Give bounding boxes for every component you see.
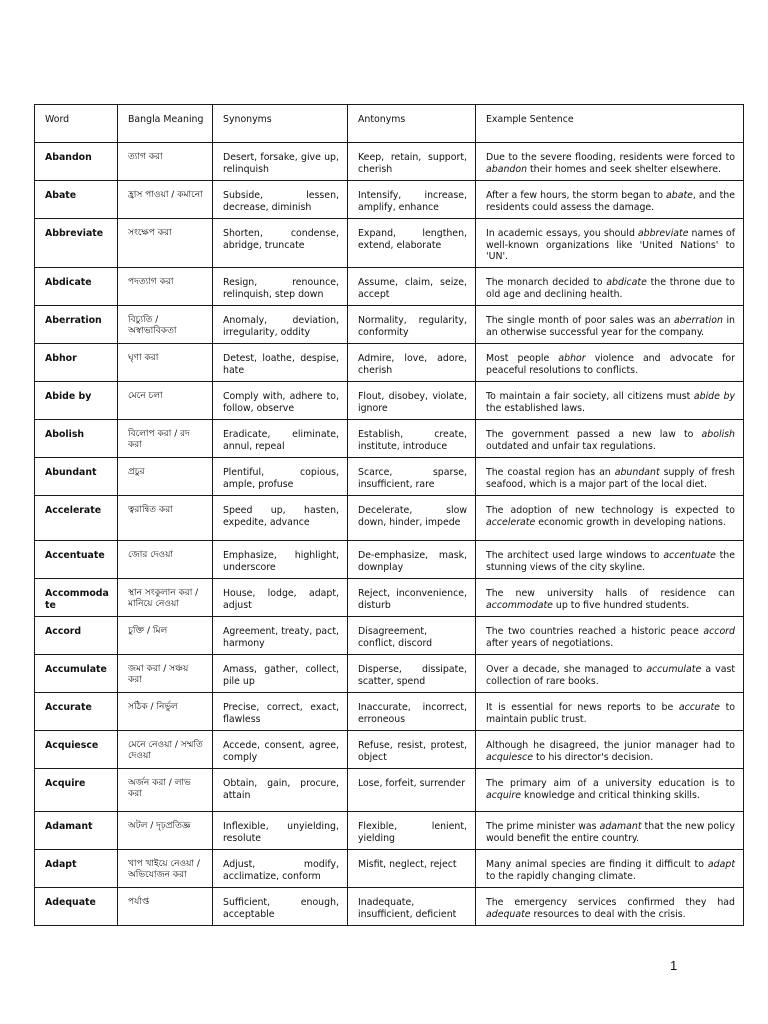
- example-sentence-cell: [476, 495, 744, 540]
- example-text: The coastal region has an: [486, 466, 615, 478]
- table-row: [35, 730, 744, 768]
- example-keyword: accumulate: [646, 663, 702, 675]
- example-text: knowledge and critical thinking skills.: [521, 789, 700, 801]
- synonyms-cell: Desert, forsake, give up, relinquish: [213, 143, 348, 181]
- example-text: the established laws.: [486, 402, 586, 414]
- bangla-meaning-cell: চুক্তি / মিল: [118, 616, 213, 654]
- antonyms-cell: Admire, love, adore, cherish: [348, 343, 476, 381]
- example-sentence-cell: [476, 219, 744, 268]
- antonyms-cell: Flexible, lenient, yielding: [348, 811, 476, 849]
- bangla-meaning-cell: মেনে নেওয়া / সম্মতি দেওয়া: [118, 730, 213, 768]
- synonyms-cell: Sufficient, enough, acceptable: [213, 887, 348, 925]
- table-body: [35, 143, 744, 926]
- bangla-meaning-cell: বিচ্যুতি / অস্বাভাবিকতা: [118, 305, 213, 343]
- bangla-meaning-cell: অর্জন করা / লাভ করা: [118, 768, 213, 811]
- header-antonyms: Antonyms: [348, 105, 476, 143]
- example-sentence-cell: [476, 616, 744, 654]
- example-text: a vast collection of rare books.: [486, 663, 735, 687]
- example-text: supply of fresh seafood, which is a major part of the local diet.: [486, 466, 735, 490]
- synonyms-cell: Subside, lessen, decrease, diminish: [213, 181, 348, 219]
- example-text: The new university halls of residence can: [486, 587, 735, 599]
- word-cell: Abate: [35, 181, 118, 219]
- bangla-meaning-cell: জমা করা / সঞ্চয় করা: [118, 654, 213, 692]
- example-text: The primary aim of a university education is to: [486, 777, 735, 789]
- antonyms-cell: Establish, create, institute, introduce: [348, 419, 476, 457]
- word-cell: Accurate: [35, 692, 118, 730]
- example-sentence-cell: [476, 730, 744, 768]
- example-keyword: acquire: [486, 789, 522, 801]
- example-keyword: adamant: [599, 820, 642, 832]
- bangla-meaning-cell: ত্বরান্বিত করা: [118, 495, 213, 540]
- word-cell: Accentuate: [35, 540, 118, 578]
- example-sentence-cell: [476, 457, 744, 495]
- bangla-meaning-cell: ত্যাগ করা: [118, 143, 213, 181]
- example-keyword: accurate: [678, 701, 720, 713]
- antonyms-cell: Intensify, increase, amplify, enhance: [348, 181, 476, 219]
- table-row: [35, 219, 744, 268]
- example-sentence-cell: [476, 267, 744, 305]
- example-text: The two countries reached a historic peace: [486, 625, 704, 637]
- example-text: after years of negotiations.: [486, 637, 614, 649]
- antonyms-cell: Assume, claim, seize, accept: [348, 267, 476, 305]
- table-row: [35, 887, 744, 925]
- synonyms-cell: Emphasize, highlight, underscore: [213, 540, 348, 578]
- table-row: [35, 381, 744, 419]
- table-row: [35, 849, 744, 887]
- example-keyword: abolish: [701, 428, 735, 440]
- example-sentence-cell: [476, 305, 744, 343]
- example-keyword: abandon: [486, 163, 528, 175]
- table-row: [35, 305, 744, 343]
- bangla-meaning-cell: সঠিক / নির্ভুল: [118, 692, 213, 730]
- antonyms-cell: Flout, disobey, violate, ignore: [348, 381, 476, 419]
- word-cell: Abide by: [35, 381, 118, 419]
- antonyms-cell: Expand, lengthen, extend, elaborate: [348, 219, 476, 268]
- table-row: [35, 267, 744, 305]
- word-cell: Acquire: [35, 768, 118, 811]
- word-cell: Accelerate: [35, 495, 118, 540]
- example-text: The architect used large windows to: [486, 549, 664, 561]
- example-text: After a few hours, the storm began to: [486, 190, 666, 201]
- example-text: violence and advocate for peaceful resolutions to conflicts.: [486, 352, 735, 376]
- word-cell: Accord: [35, 616, 118, 654]
- synonyms-cell: Anomaly, deviation, irregularity, oddity: [213, 305, 348, 343]
- example-text: The adoption of new technology is expected to: [486, 504, 735, 516]
- example-sentence-cell: [476, 143, 744, 181]
- table-row: [35, 343, 744, 381]
- example-keyword: accord: [703, 625, 735, 637]
- antonyms-cell: De-emphasize, mask, downplay: [348, 540, 476, 578]
- word-cell: Abundant: [35, 457, 118, 495]
- example-keyword: abbreviate: [637, 228, 689, 239]
- example-sentence-cell: [476, 811, 744, 849]
- example-text: resources to deal with the crisis.: [530, 908, 686, 920]
- table-header-row: [35, 105, 744, 143]
- antonyms-cell: Inadequate, insufficient, deficient: [348, 887, 476, 925]
- synonyms-cell: Resign, renounce, relinquish, step down: [213, 267, 348, 305]
- example-sentence-cell: [476, 692, 744, 730]
- example-text: outdated and unfair tax regulations.: [486, 440, 656, 452]
- example-text: The single month of poor sales was an: [486, 314, 675, 326]
- synonyms-cell: Precise, correct, exact, flawless: [213, 692, 348, 730]
- example-text: economic growth in developing nations.: [535, 516, 726, 528]
- example-text: that the new policy would benefit the entire country.: [486, 820, 735, 844]
- example-sentence-cell: [476, 768, 744, 811]
- table-row: [35, 495, 744, 540]
- antonyms-cell: Decelerate, slow down, hinder, impede: [348, 495, 476, 540]
- table-row: [35, 692, 744, 730]
- example-sentence-cell: [476, 849, 744, 887]
- vocabulary-table: [34, 104, 744, 926]
- bangla-meaning-cell: জোর দেওয়া: [118, 540, 213, 578]
- word-cell: Acquiesce: [35, 730, 118, 768]
- example-text: Many animal species are finding it difficult to: [486, 858, 708, 870]
- example-text: Most people: [486, 352, 559, 364]
- bangla-meaning-cell: পদত্যাগ করা: [118, 267, 213, 305]
- example-keyword: accelerate: [486, 516, 536, 528]
- example-sentence-cell: [476, 381, 744, 419]
- antonyms-cell: Inaccurate, incorrect, erroneous: [348, 692, 476, 730]
- synonyms-cell: Accede, consent, agree, comply: [213, 730, 348, 768]
- table-row: [35, 419, 744, 457]
- example-text: The government passed a new law to: [486, 428, 702, 440]
- example-text: It is essential for news reports to be: [486, 701, 679, 713]
- example-text: to the rapidly changing climate.: [486, 870, 636, 882]
- example-text: Over a decade, she managed to: [486, 663, 647, 675]
- bangla-meaning-cell: হ্রাস পাওয়া / কমানো: [118, 181, 213, 219]
- word-cell: Adamant: [35, 811, 118, 849]
- header-bangla-meaning: Bangla Meaning: [118, 105, 213, 143]
- example-keyword: adapt: [707, 858, 735, 870]
- bangla-meaning-cell: মেনে চলা: [118, 381, 213, 419]
- example-text: to maintain public trust.: [486, 701, 735, 725]
- header-synonyms: Synonyms: [213, 105, 348, 143]
- synonyms-cell: Inflexible, unyielding, resolute: [213, 811, 348, 849]
- bangla-meaning-cell: প্রচুর: [118, 457, 213, 495]
- example-text: names of well-known organizations like 'United Nations' to 'UN'.: [486, 228, 736, 263]
- example-sentence-cell: [476, 578, 744, 616]
- table-row: [35, 540, 744, 578]
- example-keyword: abdicate: [606, 276, 647, 288]
- example-text: in an otherwise successful year for the company.: [486, 314, 735, 338]
- table-row: [35, 143, 744, 181]
- example-sentence-cell: [476, 887, 744, 925]
- antonyms-cell: Disagreement, conflict, discord: [348, 616, 476, 654]
- antonyms-cell: Reject, inconvenience, disturb: [348, 578, 476, 616]
- bangla-meaning-cell: খাপ খাইয়ে নেওয়া / অভিযোজন করা: [118, 849, 213, 887]
- word-cell: Adapt: [35, 849, 118, 887]
- example-sentence-cell: [476, 343, 744, 381]
- antonyms-cell: Misfit, neglect, reject: [348, 849, 476, 887]
- header-example-sentence: Example Sentence: [476, 105, 744, 143]
- synonyms-cell: House, lodge, adapt, adjust: [213, 578, 348, 616]
- example-text: up to five hundred students.: [552, 599, 690, 611]
- synonyms-cell: Eradicate, eliminate, annul, repeal: [213, 419, 348, 457]
- example-sentence-cell: [476, 654, 744, 692]
- example-keyword: abhor: [558, 352, 586, 364]
- example-text: To maintain a fair society, all citizens must: [486, 390, 694, 402]
- header-word: Word: [35, 105, 118, 143]
- word-cell: Abdicate: [35, 267, 118, 305]
- synonyms-cell: Detest, loathe, despise, hate: [213, 343, 348, 381]
- example-sentence-cell: [476, 540, 744, 578]
- example-sentence-cell: [476, 419, 744, 457]
- synonyms-cell: Obtain, gain, procure, attain: [213, 768, 348, 811]
- bangla-meaning-cell: বিলোপ করা / রদ করা: [118, 419, 213, 457]
- example-text: The prime minister was: [486, 820, 600, 832]
- example-keyword: abide by: [693, 390, 736, 402]
- bangla-meaning-cell: স্থান সংকুলান করা / মানিয়ে নেওয়া: [118, 578, 213, 616]
- example-sentence-cell: [476, 181, 744, 219]
- bangla-meaning-cell: সংক্ষেপ করা: [118, 219, 213, 268]
- example-keyword: abate: [666, 190, 693, 201]
- antonyms-cell: Refuse, resist, protest, object: [348, 730, 476, 768]
- word-cell: Abandon: [35, 143, 118, 181]
- example-text: the throne due to old age and declining health.: [486, 276, 736, 300]
- antonyms-cell: Lose, forfeit, surrender: [348, 768, 476, 811]
- table-row: [35, 181, 744, 219]
- example-text: In academic essays, you should: [486, 228, 638, 239]
- synonyms-cell: Shorten, condense, abridge, truncate: [213, 219, 348, 268]
- word-cell: Abolish: [35, 419, 118, 457]
- example-keyword: adequate: [486, 908, 531, 920]
- bangla-meaning-cell: ঘৃণা করা: [118, 343, 213, 381]
- antonyms-cell: Keep, retain, support, cherish: [348, 143, 476, 181]
- example-text: to his director's decision.: [532, 751, 654, 763]
- table-row: [35, 616, 744, 654]
- example-text: the stunning views of the city skyline.: [486, 549, 735, 573]
- example-text: The monarch decided to: [486, 276, 607, 288]
- antonyms-cell: Disperse, dissipate, scatter, spend: [348, 654, 476, 692]
- example-keyword: acquiesce: [486, 751, 533, 763]
- word-cell: Accumulate: [35, 654, 118, 692]
- bangla-meaning-cell: পর্যাপ্ত: [118, 887, 213, 925]
- synonyms-cell: Speed up, hasten, expedite, advance: [213, 495, 348, 540]
- synonyms-cell: Comply with, adhere to, follow, observe: [213, 381, 348, 419]
- example-text: , and the residents could assess the damage.: [486, 190, 735, 213]
- word-cell: Aberration: [35, 305, 118, 343]
- example-text: their homes and seek shelter elsewhere.: [527, 163, 721, 175]
- word-cell: Adequate: [35, 887, 118, 925]
- example-text: Due to the severe flooding, residents were forced to: [486, 152, 735, 163]
- synonyms-cell: Adjust, modify, acclimatize, conform: [213, 849, 348, 887]
- antonyms-cell: Normality, regularity, conformity: [348, 305, 476, 343]
- word-cell: Abbreviate: [35, 219, 118, 268]
- table-row: [35, 768, 744, 811]
- word-cell: Accommoda te: [35, 578, 118, 616]
- table-row: [35, 457, 744, 495]
- antonyms-cell: Scarce, sparse, insufficient, rare: [348, 457, 476, 495]
- table-row: [35, 654, 744, 692]
- example-keyword: aberration: [674, 314, 723, 326]
- example-text: The emergency services confirmed they had: [486, 896, 735, 908]
- table-row: [35, 811, 744, 849]
- example-text: Although he disagreed, the junior manager had to: [486, 739, 735, 751]
- example-keyword: abundant: [614, 466, 660, 478]
- table-row: [35, 578, 744, 616]
- bangla-meaning-cell: অটল / দৃঢ়প্রতিজ্ঞ: [118, 811, 213, 849]
- synonyms-cell: Agreement, treaty, pact, harmony: [213, 616, 348, 654]
- synonyms-cell: Plentiful, copious, ample, profuse: [213, 457, 348, 495]
- word-cell: Abhor: [35, 343, 118, 381]
- example-keyword: accentuate: [663, 549, 716, 561]
- example-keyword: accommodate: [486, 599, 553, 611]
- page-number: 1: [670, 958, 678, 973]
- synonyms-cell: Amass, gather, collect, pile up: [213, 654, 348, 692]
